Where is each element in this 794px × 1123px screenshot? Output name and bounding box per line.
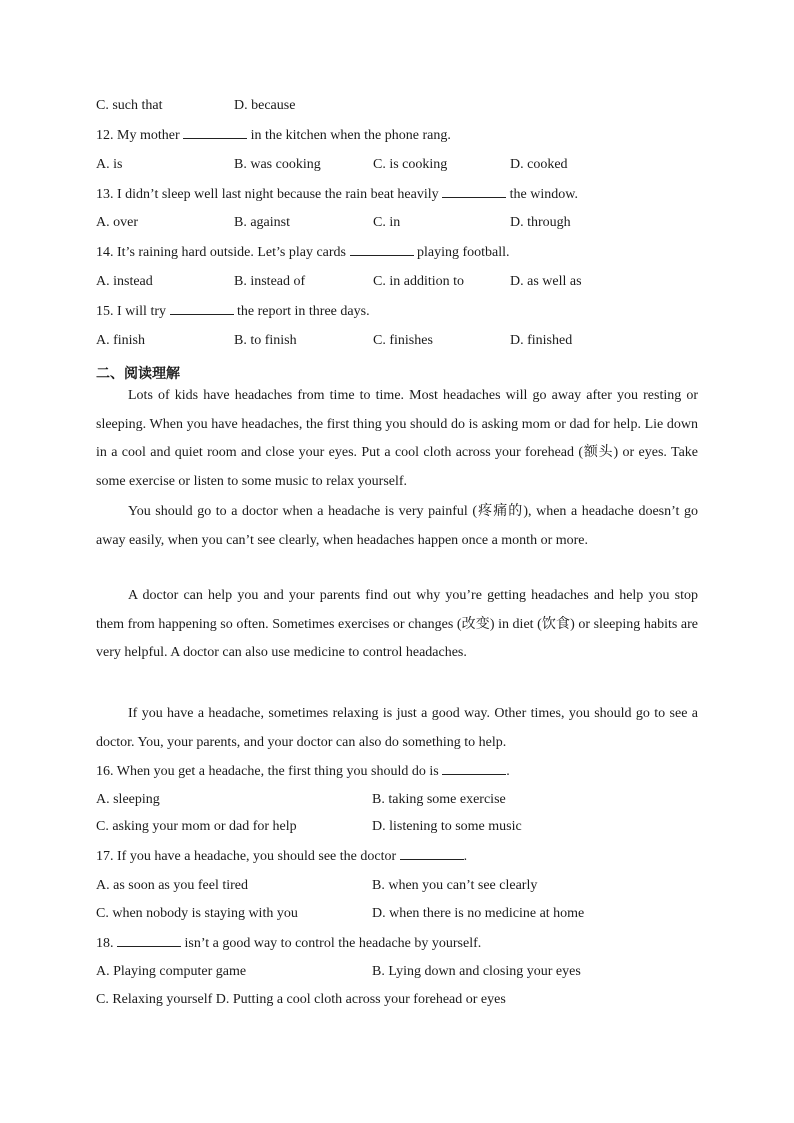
q15-blank [170, 302, 234, 315]
q16-option-b: B. taking some exercise [372, 792, 506, 807]
q17-blank [400, 847, 464, 860]
q14-text-before: It’s raining hard outside. Let’s play cards [117, 245, 346, 260]
q14-blank [350, 243, 414, 256]
q13-option-c: C. in [373, 215, 401, 230]
q15-stem [96, 302, 370, 321]
q16-text-before: When you get a headache, the first thing you should do is [116, 764, 439, 779]
q18-stem [96, 934, 481, 953]
q15-option-b: B. to finish [234, 333, 297, 348]
q17-options-row-1 [96, 877, 698, 895]
passage-paragraph-3 [96, 582, 698, 668]
q15-option-d: D. finished [510, 333, 573, 348]
q17-option-b: B. when you can’t see clearly [372, 878, 538, 893]
q14-text-after: playing football. [417, 245, 510, 260]
q13-options [96, 214, 698, 232]
q14-option-d: D. as well as [510, 274, 582, 289]
q17-option-a: A. as soon as you feel tired [96, 878, 249, 893]
q17-option-d: D. when there is no medicine at home [372, 906, 585, 921]
q18-option-c: C. Relaxing yourself [96, 992, 213, 1007]
q13-option-d: D. through [510, 215, 571, 230]
q15-text-after: the report in three days. [237, 304, 370, 319]
q12-option-d: D. cooked [510, 157, 568, 172]
q14-option-a: A. instead [96, 274, 153, 289]
q16-stem [96, 762, 510, 781]
q12-text-before: My mother [117, 128, 180, 143]
q17-text-before: If you have a headache, you should see the doctor [117, 849, 397, 864]
q18-number: 18. [96, 936, 114, 951]
q12-option-c: C. is cooking [373, 157, 448, 172]
q16-blank [442, 762, 506, 775]
q12-options [96, 156, 698, 174]
passage-paragraph-1-text: Lots of kids have headaches from time to time. Most headaches will go away after you resting or sleeping. When you have headaches, the first thing you should do is asking mom or dad for help. Lie down in a cool and quiet room and close your eyes. Put a cool cloth across your forehead (额头) or eyes. Take some exercise or listen to some music to relax yourself. [96, 388, 698, 489]
q16-option-a: A. sleeping [96, 792, 160, 807]
q17-number: 17. [96, 849, 114, 864]
q13-number: 13. [96, 187, 114, 202]
q12-stem [96, 126, 451, 145]
q14-stem [96, 243, 510, 262]
q13-blank [442, 185, 506, 198]
q18-options-row-2 [96, 991, 506, 1009]
q18-option-a: A. Playing computer game [96, 964, 247, 979]
q18-option-d: D. Putting a cool cloth across your forehead or eyes [215, 992, 506, 1007]
q18-option-b: B. Lying down and closing your eyes [372, 964, 581, 979]
q16-text-after: . [506, 764, 510, 779]
q13-option-b: B. against [234, 215, 290, 230]
section-heading-reading: 二、阅读理解 [96, 366, 180, 382]
q14-option-c: C. in addition to [373, 274, 464, 289]
q14-options [96, 273, 698, 291]
q12-blank [183, 126, 247, 139]
q15-number: 15. [96, 304, 114, 319]
q13-option-a: A. over [96, 215, 138, 230]
q18-blank [117, 934, 181, 947]
passage-paragraph-4-text: If you have a headache, sometimes relaxing is just a good way. Other times, you should go to see a doctor. You, your parents, and your doctor can also do something to help. [96, 706, 698, 750]
q16-options-row-1 [96, 791, 698, 809]
q16-option-c: C. asking your mom or dad for help [96, 819, 297, 834]
passage-paragraph-3-text: A doctor can help you and your parents find out why you’re getting headaches and help you stop them from happening so often. Sometimes exercises or changes (改变) in diet (饮食) or sleeping habits are very helpful. A doctor can also use medicine to control headaches. [96, 588, 698, 660]
q12-option-b: B. was cooking [234, 157, 321, 172]
q13-stem [96, 185, 578, 204]
q16-number: 16. [96, 764, 114, 779]
q12-number: 12. [96, 128, 114, 143]
q15-option-c: C. finishes [373, 333, 433, 348]
q13-text-before: I didn’t sleep well last night because the rain beat heavily [117, 187, 439, 202]
q16-option-d: D. listening to some music [372, 819, 522, 834]
q11-option-d: D. because [234, 98, 296, 113]
q14-option-b: B. instead of [234, 274, 306, 289]
q18-options-row-1 [96, 963, 698, 981]
passage-paragraph-1 [96, 382, 698, 496]
q15-text-before: I will try [117, 304, 166, 319]
passage-paragraph-2 [96, 498, 698, 555]
q13-text-after: the window. [509, 187, 578, 202]
q12-text-after: in the kitchen when the phone rang. [250, 128, 451, 143]
passage-paragraph-2-text: You should go to a doctor when a headache is very painful (疼痛的), when a headache doesn’t go away easily, when you can’t see clearly, when headaches happen once a month or more. [96, 504, 698, 548]
q15-options [96, 332, 698, 350]
q18-text-after: isn’t a good way to control the headache by yourself. [184, 936, 482, 951]
q11-option-c: C. such that [96, 98, 163, 113]
q12-option-a: A. is [96, 157, 123, 172]
q14-number: 14. [96, 245, 114, 260]
passage-paragraph-4 [96, 700, 698, 757]
q17-options-row-2 [96, 905, 698, 923]
q17-stem [96, 847, 467, 866]
q17-text-after: . [463, 849, 468, 864]
q17-option-c: C. when nobody is staying with you [96, 906, 298, 921]
q15-option-a: A. finish [96, 333, 145, 348]
q16-options-row-2 [96, 818, 698, 836]
